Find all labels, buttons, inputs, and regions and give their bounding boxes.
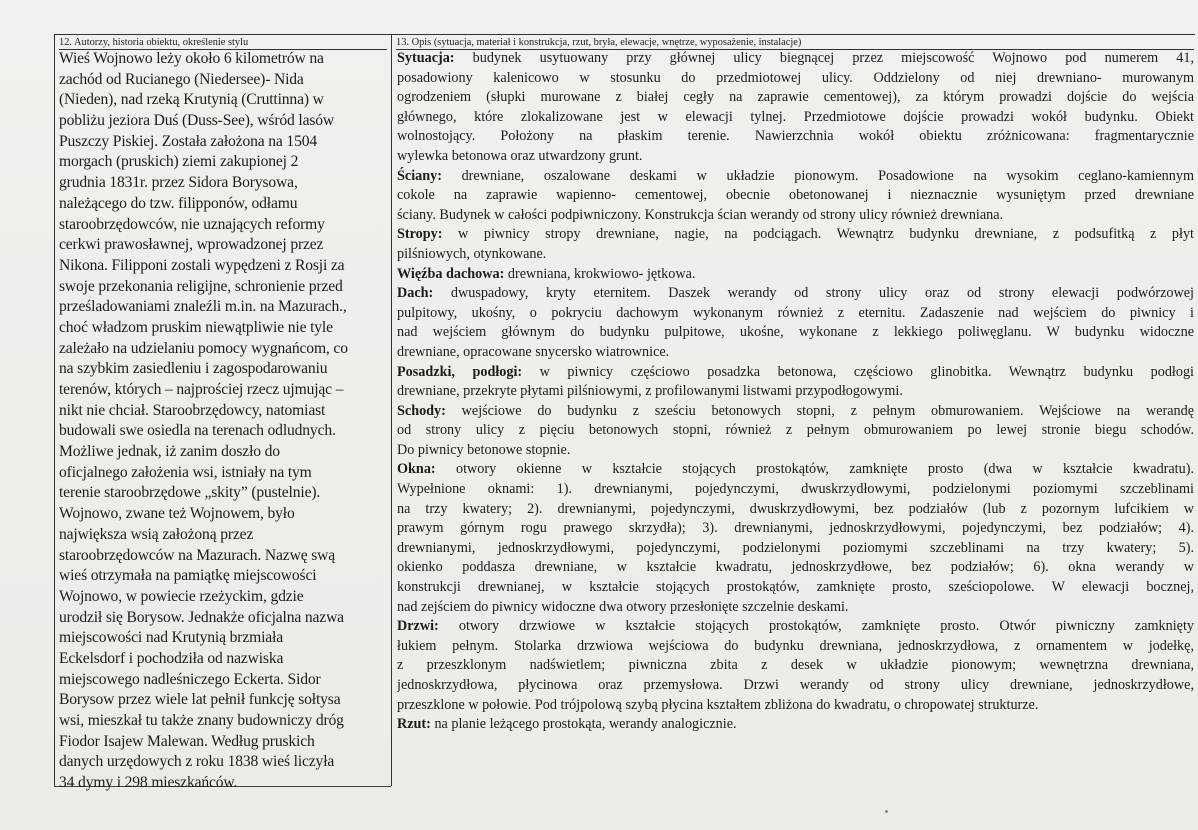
history-line: Borysow przez wiele lat pełnił funkcję sołtysa bbox=[59, 691, 341, 709]
history-line: Nikona. Filipponi zostali wypędzeni z Rosji za bbox=[59, 256, 345, 274]
history-text bbox=[59, 49, 389, 794]
history-column-header: 12. Autorzy, historia obiektu, określenie stylu bbox=[59, 36, 387, 50]
history-line: terenów, których – najprościej rzecz ujmując – bbox=[59, 381, 344, 398]
description-text-run: dwuspadowy, kryty eternitem. Daszek werandy od strony ulicy oraz od strony elewacji podwórzowej bbox=[433, 285, 1194, 302]
history-line: Wieś Wojnowo leży około 6 kilometrów na bbox=[59, 50, 324, 67]
section-label-sciany: Ściany: bbox=[397, 167, 442, 184]
description-text-run: otwory okienne w kształcie stojących prostokątów, zamknięte prosto (dwa w kształcie kwadratu). bbox=[435, 461, 1194, 478]
history-line: grudnia 1831r. przez Sidora Borysowa, bbox=[59, 174, 298, 192]
description-line: Wypełnione oknami: 1). drewnianymi, pojedynczymi, dwuskrzydłowymi, podzielonymi poziomymi szczeblinami bbox=[397, 481, 1194, 498]
history-line: oficjalnego założenia wsi, istniały na tym bbox=[59, 463, 312, 481]
description-line: łukiem pełnym. Stolarka drzwiowa wejściowa do budynku drewniana, jednoskrzydłowa, z ornamentem w jodełkę, bbox=[397, 637, 1194, 654]
description-line bbox=[397, 225, 1194, 245]
description-line: posadowiony kalenicowo w stosunku do przedmiotowej ulicy. Oddzielony od niej drewniano- murowanym bbox=[397, 69, 1194, 86]
column-divider bbox=[391, 34, 392, 786]
history-line: największa wsią założoną przez bbox=[59, 525, 254, 543]
history-line: danych urzędowych z roku 1838 wieś liczyła bbox=[59, 753, 335, 771]
history-line: Puszczy Piskiej. Została założona na 1504 bbox=[59, 132, 318, 150]
description-line: okienko poddasza drewniane, w kształcie kwadratu, jednoskrzydłowe, bez podziałów; 6). okna werandy w bbox=[397, 559, 1194, 576]
history-line: 34 dymy i 298 mieszkańców. bbox=[59, 774, 238, 792]
description-line: wolnostojący. Położony na płaskim terenie. Nawierzchnia wokół obiektu zróżnicowana: fragmentarycznie bbox=[397, 128, 1194, 145]
history-line: prześladowaniami znaleźli m.in. na Mazurach., bbox=[59, 298, 347, 316]
description-line: cokole na zaprawie wapienno- cementowej, obecnie obetonowanej i nieznacznie wysuniętym przed drewniane bbox=[397, 187, 1194, 204]
description-line: Do piwnicy betonowe stopnie. bbox=[397, 441, 571, 458]
section-label-sytuacja: Sytuacja: bbox=[397, 50, 455, 66]
description-line: pilśniowych, otynkowane. bbox=[397, 245, 547, 262]
description-line: przeszklone w połowie. Pod trójpolową szybą płycina kształtem zbliżona do kwadratu, o chropowatej strukturze. bbox=[397, 696, 1039, 713]
history-line: Możliwe jednak, iż zanim doszło do bbox=[59, 443, 280, 461]
section-label-posadzki: Posadzki, podłogi: bbox=[397, 363, 523, 380]
description-line: ogrodzeniem (słupki murowane z białej cegły na zaprawie cementowej), za którym prowadzi dojście do wejścia bbox=[397, 89, 1194, 106]
description-line: jednoskrzydłowa, płycinowa oraz przemysłowa. Drzwi werandy od strony ulicy drewniane, jednoskrzydłowe, bbox=[397, 677, 1194, 693]
description-line: nad zejściem do piwnicy widoczne dwa otwory przesłonięte szczelnie deskami. bbox=[397, 598, 849, 615]
history-line: zależało na udzielaniu pomocy wygnańcom, co bbox=[59, 339, 348, 357]
history-line: Fiodor Isajew Malewan. Według pruskich bbox=[59, 732, 315, 750]
history-line: urodził się Borysow. Jednakże oficjalna nazwa bbox=[59, 608, 344, 626]
description-line: głównego, które zlokalizowane jest w elewacji tylnej. Przedmiotowe dojście prowadzi wokół budynku. Obiekt bbox=[397, 108, 1194, 125]
description-text-run: wejściowe do budynku z sześciu betonowych stopni, z pełnym obmurowaniem. Wejściowe na werandę bbox=[445, 402, 1194, 419]
description-line: drewniane, opracowane snycersko wiatrownice. bbox=[397, 343, 670, 360]
description-line bbox=[397, 265, 1194, 285]
history-line: na szybkim zasiedleniu i zagospodarowaniu bbox=[59, 360, 328, 378]
section-label-dach: Dach: bbox=[397, 285, 434, 302]
description-text-run: otwory drzwiowe w kształcie stojących prostokątów, zamknięte prosto. Otwór piwniczny zamknięty bbox=[438, 618, 1194, 635]
history-line: Eckelsdorf i pochodziła od nazwiska bbox=[59, 649, 284, 667]
history-line: staroobrzędowców na Mazurach. Nazwę swą bbox=[59, 546, 336, 564]
history-line: Wojnowo, w powiecie rzeżyckim, gdzie bbox=[59, 587, 304, 605]
history-line: miejscowości nad Krutynią brzmiała bbox=[59, 629, 283, 647]
description-line bbox=[397, 617, 1194, 637]
table-top-border bbox=[54, 34, 1195, 35]
description-text bbox=[397, 49, 1194, 735]
section-label-wiezba: Więźba dachowa: bbox=[397, 265, 505, 282]
history-line: zachód od Rucianego (Niedersee)- Nida bbox=[59, 70, 304, 88]
description-line bbox=[397, 284, 1194, 304]
description-line: od strony ulicy z pięciu betonowych stopni, również z pełnym obmurowaniem po lewej stronie biegu schodów. bbox=[397, 422, 1194, 439]
description-column-header: 13. Opis (sytuacja, materiał i konstrukcja, rzut, bryła, elewacje, wnętrze, wyposażenie, instalacje) bbox=[396, 36, 1194, 50]
description-line: drewnianymi, jednoskrzydłowymi, pojedynczymi, podzielonymi poziomymi szczeblinami na trzy kwatery; 5). bbox=[397, 539, 1194, 556]
section-label-stropy: Stropy: bbox=[397, 226, 443, 243]
description-line: ściany. Budynek w całości podpiwniczony. Konstrukcja ścian werandy od strony ulicy również drewniana. bbox=[397, 206, 1004, 223]
section-label-rzut: Rzut: bbox=[397, 716, 431, 733]
history-line: (Nieden), nad rzeką Krutynią (Cruttinna) w bbox=[59, 91, 324, 109]
description-text-run: drewniana, krokwiowo- jętkowa. bbox=[504, 265, 696, 282]
description-line: pulpitowy, ukośny, o pokryciu dachowym wykonanym również z eternitu. Zadaszenie nad wejściem do piwnicy i bbox=[397, 304, 1194, 321]
description-text-run: na planie leżącego prostokąta, werandy analogicznie. bbox=[430, 716, 737, 733]
description-text-run: budynek usytuowany przy głównej ulicy biegnącej przez miejscowość Wojnowo pod numerem 41, bbox=[454, 50, 1194, 66]
description-line bbox=[397, 715, 1194, 735]
history-line: nikt nie chciał. Staroobrzędowcy, natomiast bbox=[59, 401, 326, 419]
history-line: wieś otrzymała na pamiątkę miejscowości bbox=[59, 567, 317, 585]
history-line: Wojnowo, zwane też Wojnowem, było bbox=[59, 505, 295, 523]
table-left-border bbox=[54, 34, 55, 786]
section-label-schody: Schody: bbox=[397, 402, 446, 419]
description-line: drewniane, przekryte płytami pilśniowymi, z profilowanymi listwami przypodłogowymi. bbox=[397, 383, 903, 400]
section-label-okna: Okna: bbox=[397, 461, 436, 478]
history-line: morgach (pruskich) ziemi zakupionej 2 bbox=[59, 153, 299, 171]
history-line: terenie staroobrzędowe „skity” (pustelnie). bbox=[59, 484, 321, 502]
description-line bbox=[397, 402, 1194, 422]
description-line bbox=[397, 167, 1194, 187]
description-line: wylewka betonowa oraz utwardzony grunt. bbox=[397, 147, 643, 164]
history-line: należącego do tzw. filipponów, odłamu bbox=[59, 194, 298, 212]
description-line: nad wejściem głównym do budynku pulpitowe, ukośne, wykonane z lekkiego poliwęglanu. W budynku widoczne bbox=[397, 324, 1194, 341]
description-text-run: w piwnicy częściowo posadzka betonowa, częściowo glinobitka. Wewnątrz budynku podłogi bbox=[522, 363, 1194, 380]
history-line: swoje przekonania religijne, schronienie przed bbox=[59, 277, 343, 295]
description-line: konstrukcji drewnianej, w kształcie stojących prostokątów, zamknięte prosto, sześciopolowe. W elewacji bocznej, bbox=[397, 579, 1194, 596]
paper-speck bbox=[885, 810, 888, 813]
description-line: na trzy kwatery; 2). drewnianymi, pojedynczymi, dwuskrzydłowymi, bez podziałów (lub z pozornym lufcikiem w bbox=[397, 500, 1194, 517]
description-line bbox=[397, 460, 1194, 480]
section-label-drzwi: Drzwi: bbox=[397, 618, 439, 635]
description-text-run: w piwnicy stropy drewniane, nagie, na podciągach. Wewnątrz budynku drewniane, z podsufitką z płyt bbox=[442, 226, 1194, 243]
description-text-run: drewniane, oszalowane deskami w układzie pionowym. Posadowione na wysokim ceglano-kamiennym bbox=[441, 167, 1194, 184]
description-line bbox=[397, 49, 1194, 69]
history-line: pobliżu jeziora Duś (Duss-See), wśród lasów bbox=[59, 112, 335, 130]
history-line: cerkwi prawosławnej, wprowadzonej przez bbox=[59, 236, 324, 254]
history-line: choć władzom pruskim niewątpliwie nie tyle bbox=[59, 318, 333, 336]
description-line: prawym górnym rogu prawego skrzydła); 3). drewnianymi, jednoskrzydłowymi, pojedynczymi, bez podziałów; 4). bbox=[397, 520, 1194, 537]
description-line bbox=[397, 363, 1194, 383]
history-line: budowali swe osiedla na terenach odludnych. bbox=[59, 422, 336, 440]
description-line: z przeszklonym nadświetlem; piwniczna zbita z desek w układzie pionowym; wewnętrzna drewniana, bbox=[397, 657, 1194, 674]
history-line: staroobrzędowców, nie uznających reformy bbox=[59, 215, 325, 233]
history-line: wsi, mieszkał tu także znany budowniczy dróg bbox=[59, 712, 344, 729]
history-line: miejscowego nadleśniczego Eckerta. Sidor bbox=[59, 670, 321, 688]
